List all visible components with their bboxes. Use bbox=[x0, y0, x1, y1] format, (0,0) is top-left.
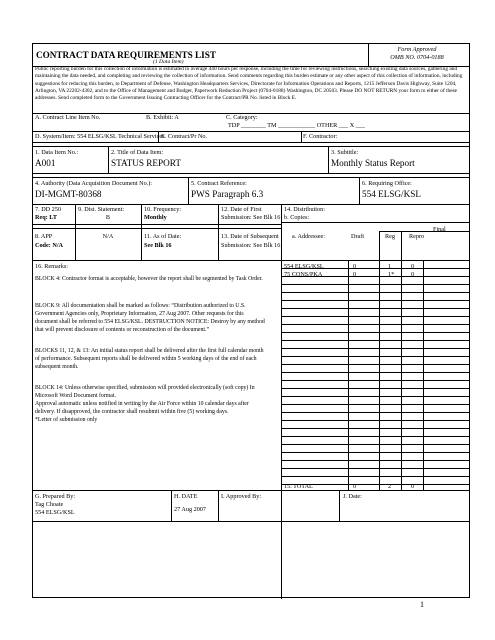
dist-row-repro: 0 bbox=[411, 271, 415, 278]
remarks-block14: BLOCK 14: Unless otherwise specified, submission will provided electronically (soft copy) In Microsoft Word Document format. bbox=[35, 385, 255, 399]
form-title: CONTRACT DATA REQUIREMENTS LIST bbox=[36, 50, 216, 60]
data-item-no-label: 1. Data Item No.: bbox=[35, 149, 79, 156]
subsequent-submission-label: 13. Date of Subsequent bbox=[221, 233, 279, 240]
dist-statement: B bbox=[105, 214, 111, 221]
frequency-label: 10. Frequency: bbox=[144, 206, 182, 213]
app-na: N/A bbox=[102, 233, 114, 240]
dist-row-reg: 1 bbox=[388, 263, 392, 270]
omb-number: OMB NO. 0704-0188 bbox=[390, 54, 444, 61]
distribution-row-rule bbox=[281, 292, 469, 293]
authority-value: DI-MGMT-80368 bbox=[35, 189, 102, 199]
distribution-row-rule bbox=[281, 380, 469, 381]
distribution-row-rule bbox=[281, 308, 469, 309]
distribution-row-rule bbox=[281, 300, 469, 301]
authority-label: 4. Authority (Data Acquisition Document No.): bbox=[35, 180, 153, 187]
distribution-row-rule bbox=[281, 460, 469, 461]
dist-row-addressee: 75 CONS/PKA bbox=[284, 271, 323, 278]
distribution-label: 14. Distribution: bbox=[284, 206, 325, 213]
distribution-row-rule bbox=[281, 468, 469, 469]
subtitle-value: Monthly Status Report bbox=[331, 158, 415, 168]
frequency: Monthly bbox=[144, 214, 167, 221]
distribution-row-rule bbox=[281, 396, 469, 397]
prepared-date: 27 Aug 2007 bbox=[174, 506, 206, 513]
remarks-block4: BLOCK 4: Contractor format is acceptable, however the report shall be segmented by Task Order. bbox=[35, 276, 263, 282]
final-label: Final bbox=[433, 226, 446, 233]
subtitle-label: 3. Subtitle: bbox=[331, 149, 359, 156]
approved-by-label: I. Approved By: bbox=[221, 493, 262, 500]
dist-row-draft: 0 bbox=[353, 263, 357, 270]
distribution-row-rule bbox=[281, 444, 469, 445]
dd250-req: Req: LT bbox=[35, 214, 57, 221]
prepared-by-org: 554 ELSG/KSL bbox=[35, 509, 75, 516]
as-of-date-label: 11. As of Date: bbox=[144, 233, 182, 240]
exhibit-label: B. Exhibit: A bbox=[146, 114, 179, 121]
app-label: 8. APP bbox=[35, 233, 53, 240]
total-repro: 0 bbox=[411, 483, 415, 490]
distribution-row-rule bbox=[281, 284, 469, 285]
contract-reference: PWS Paragraph 6.3 bbox=[191, 189, 264, 199]
distribution-column-rule bbox=[401, 260, 402, 490]
distribution-row-rule bbox=[281, 356, 469, 357]
remarks-letter-note: *Letter of submission only bbox=[35, 417, 98, 423]
distribution-row-rule bbox=[281, 428, 469, 429]
contract-line-item-label: A. Contract Line Item No. bbox=[35, 114, 101, 121]
repro-label: Repro bbox=[409, 233, 425, 240]
distribution-row-rule bbox=[281, 364, 469, 365]
distribution-row-rule bbox=[281, 476, 469, 477]
date-label: H. DATE bbox=[174, 493, 198, 500]
remarks-block9: BLOCK 9: All documentation shall be marked as follows: “Distribution authorized to U.S. Government Agencies only, Proprietary Information, 27 Aug 2007. Other requests for this document shall be referred to 554 ELSG/KSL. DESTRUCTION NOTICE: Destroy by any method that will prevent disclosure of contents or reconstruction of the document.” bbox=[35, 303, 265, 333]
distribution-row-rule bbox=[281, 420, 469, 421]
distribution-row-rule bbox=[281, 436, 469, 437]
app-code: Code: N/A bbox=[35, 242, 64, 249]
dd250-label: 7. DD 250 bbox=[35, 206, 61, 213]
remarks-blocks-11-12-13: BLOCKS 11, 12, & 13: An initial status report shall be delivered after the first full calendar month of performance. Subsequent reports shall be delivered within 5 working days of the end of each subsequent month. bbox=[35, 348, 264, 370]
distribution-row-rule bbox=[281, 324, 469, 325]
distribution-row-rule bbox=[281, 372, 469, 373]
distribution-row-rule bbox=[281, 332, 469, 333]
form-approved: Form Approved bbox=[397, 46, 437, 53]
page-number: 1 bbox=[420, 600, 424, 609]
distribution-column-rule bbox=[423, 260, 424, 490]
remarks-approval: Approval automatic unless notified in writing by the Air Force within 10 calendar days after delivery. If disapproved, the contractor shall resubmit within five (5) working days. bbox=[35, 401, 249, 415]
distribution-row-rule bbox=[281, 452, 469, 453]
dist-statement-label: 9. Dist. Statement: bbox=[78, 206, 125, 213]
form-subtitle: (1 Data Item) bbox=[153, 59, 184, 65]
burden-statement: Public reporting burden for this collection of information is estimated to average 440 hours per response, including the time for reviewing instructions, searching existing data sources, gathering and maintaining the data needed, and completing and reviewing the collection of information. Send comments regarding this burden estimate or any other aspect of this collection of information, including suggestions for reducing this burden, to Department of Defense, Washington Headquarters Services, Directorate for Information Operations and Reports, 1215 Jefferson Davis Highway, Suite 1204, Arlington, VA 22202-4302, and to the Office of Management and Budget, Paperwork Reduction Project (0704-0188) Washington, DC 20503. Please DO NOT RETURN your form to either of these addresses. Send completed form to the Government Issuing Contracting Officer for the Contract/PR No. listed in Block E. bbox=[35, 66, 463, 102]
contractor-label: F. Contractor: bbox=[303, 133, 338, 140]
as-of-date: See Blk 16 bbox=[144, 242, 172, 249]
dist-row-draft: 0 bbox=[353, 271, 357, 278]
first-submission: Submission: See Blk 16 bbox=[221, 214, 281, 221]
total-reg: 2 bbox=[388, 483, 392, 490]
distribution-column-rule bbox=[379, 260, 380, 490]
requiring-office-label: 6. Requiring Office: bbox=[362, 180, 412, 187]
requiring-office: 554 ELSG/KSL bbox=[362, 189, 421, 199]
draft-label: Draft bbox=[351, 233, 365, 240]
prepared-by-label: G. Prepared By: bbox=[35, 493, 76, 500]
remarks-label: 16. Remarks: bbox=[35, 263, 68, 270]
category-label: C. Category: bbox=[226, 114, 258, 121]
contract-reference-label: 5. Contract Reference: bbox=[191, 180, 247, 187]
distribution-column-rule bbox=[348, 260, 349, 490]
addressee-label: a. Addressee: bbox=[292, 233, 325, 240]
first-submission-label: 12. Date of First bbox=[221, 206, 262, 213]
distribution-row-rule bbox=[281, 348, 469, 349]
contract-number-label: E. Contract/Pr No. bbox=[161, 133, 208, 140]
distribution-row-rule bbox=[281, 388, 469, 389]
data-item-title: STATUS REPORT bbox=[111, 158, 181, 168]
distribution-row-rule bbox=[281, 412, 469, 413]
dist-row-repro: 0 bbox=[411, 263, 415, 270]
cdrl-form bbox=[32, 43, 470, 598]
dist-row-addressee: 554 ELSG/KSL bbox=[284, 263, 324, 270]
reg-label: Reg bbox=[385, 233, 395, 240]
category-options: TDP ________ TM ____________ OTHER ___ X ___ bbox=[228, 122, 365, 129]
distribution-row-rule bbox=[281, 316, 469, 317]
copies-label: b. Copies: bbox=[284, 214, 310, 221]
total-label: 15. TOTAL bbox=[284, 483, 313, 490]
total-draft: 0 bbox=[353, 483, 357, 490]
data-item-title-label: 2. Title of Data Item: bbox=[111, 149, 164, 156]
distribution-row-rule bbox=[281, 340, 469, 341]
distribution-row-rule bbox=[281, 404, 469, 405]
approved-date-label: J. Date: bbox=[343, 493, 362, 500]
subsequent-submission: Submission: See Blk 16 bbox=[221, 242, 281, 249]
data-item-no: A001 bbox=[35, 158, 56, 168]
dist-row-reg: 1* bbox=[388, 271, 395, 278]
system-item: D. System/Item: 554 ELSG/KSL Technical Services bbox=[35, 133, 165, 140]
prepared-by-name: Tag Choate bbox=[35, 501, 64, 508]
